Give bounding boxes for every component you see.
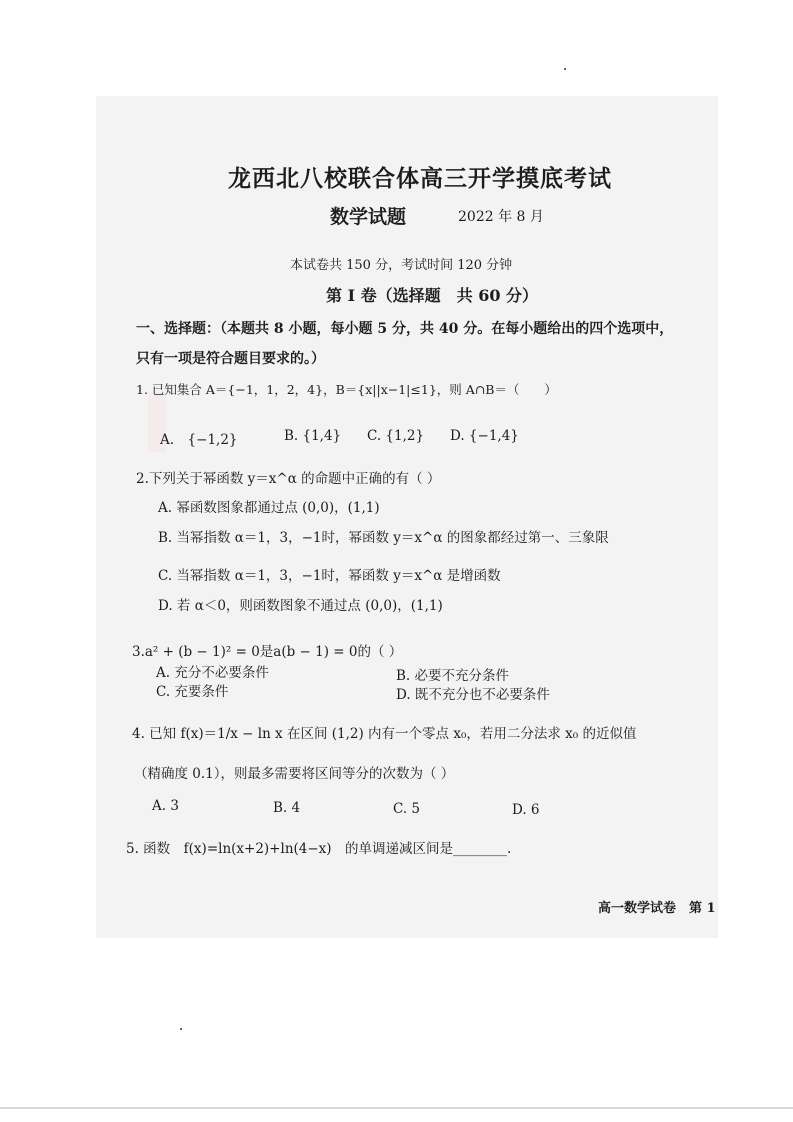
question-2-option-d: D. 若 α＜0，则函数图象不通过点 (0,0)，(1,1) <box>158 598 443 614</box>
section-instruction-line2: 只有一项是符合题目要求的。） <box>136 351 325 367</box>
section-instruction-line1: 一、选择题：（本题共 8 小题，每小题 5 分，共 40 分。在每小题给出的四个选项中， <box>136 321 674 337</box>
scan-speck <box>564 68 566 70</box>
scan-speck <box>180 1028 182 1030</box>
page-footer: 高一数学试卷 第 1 <box>598 901 716 916</box>
question-3-option-b: B. 必要不充分条件 <box>396 668 510 684</box>
exam-info: 本试卷共 150 分，考试时间 120 分钟 <box>290 258 513 273</box>
question-2-option-a: A. 幂函数图象都通过点 (0,0)，(1,1) <box>158 500 380 516</box>
question-3-option-d: D. 既不充分也不必要条件 <box>396 687 550 703</box>
question-3-option-c: C. 充要条件 <box>156 684 229 700</box>
question-2-stem: 2.下列关于幂函数 y＝x^α 的命题中正确的有（ ） <box>136 471 441 487</box>
question-3-stem: 3.a² + (b − 1)² = 0是a(b − 1) = 0的（ ） <box>132 644 403 660</box>
question-4-stem-continued: （精确度 0.1），则最多需要将区间等分的次数为（ ） <box>134 766 455 782</box>
question-1-option-d: D. {−1,4} <box>450 428 519 444</box>
question-1-option-a: A. {−1,2} <box>160 432 238 448</box>
question-4-option-d: D. 6 <box>512 802 540 818</box>
page-bottom-edge <box>0 1107 793 1109</box>
exam-subject: 数学试题 <box>330 206 407 228</box>
question-4-option-b: B. 4 <box>273 800 301 816</box>
question-2-option-b: B. 当幂指数 α＝1，3，−1时，幂函数 y＝x^α 的图象都经过第一、三象限 <box>158 530 609 546</box>
question-1-option-c: C. {1,2} <box>367 428 425 444</box>
question-5-stem: 5. 函数 f(x)=ln(x+2)+ln(4−x) 的单调递减区间是________. <box>126 841 512 857</box>
question-4-option-c: C. 5 <box>393 801 421 817</box>
question-4-option-a: A. 3 <box>152 798 179 814</box>
question-2-option-c: C. 当幂指数 α＝1，3，−1时，幂函数 y＝x^α 是增函数 <box>158 568 501 584</box>
exam-date: 2022 年 8 月 <box>458 209 544 225</box>
question-1-option-b: B. {1,4} <box>284 428 342 444</box>
volume-heading: 第 I 卷（选择题 共 60 分） <box>326 286 539 305</box>
exam-title: 龙西北八校联合体高三开学摸底考试 <box>228 165 612 192</box>
question-3-option-a: A. 充分不必要条件 <box>156 665 269 681</box>
question-4-stem: 4. 已知 f(x)＝1/x − ln x 在区间 (1,2) 内有一个零点 x₀，若用二分法求 x₀ 的近似值 <box>132 726 637 742</box>
question-1-stem: 1. 已知集合 A＝{−1，1，2，4}，B＝{x||x−1|≤1}，则 A∩B＝（ ） <box>136 382 557 397</box>
